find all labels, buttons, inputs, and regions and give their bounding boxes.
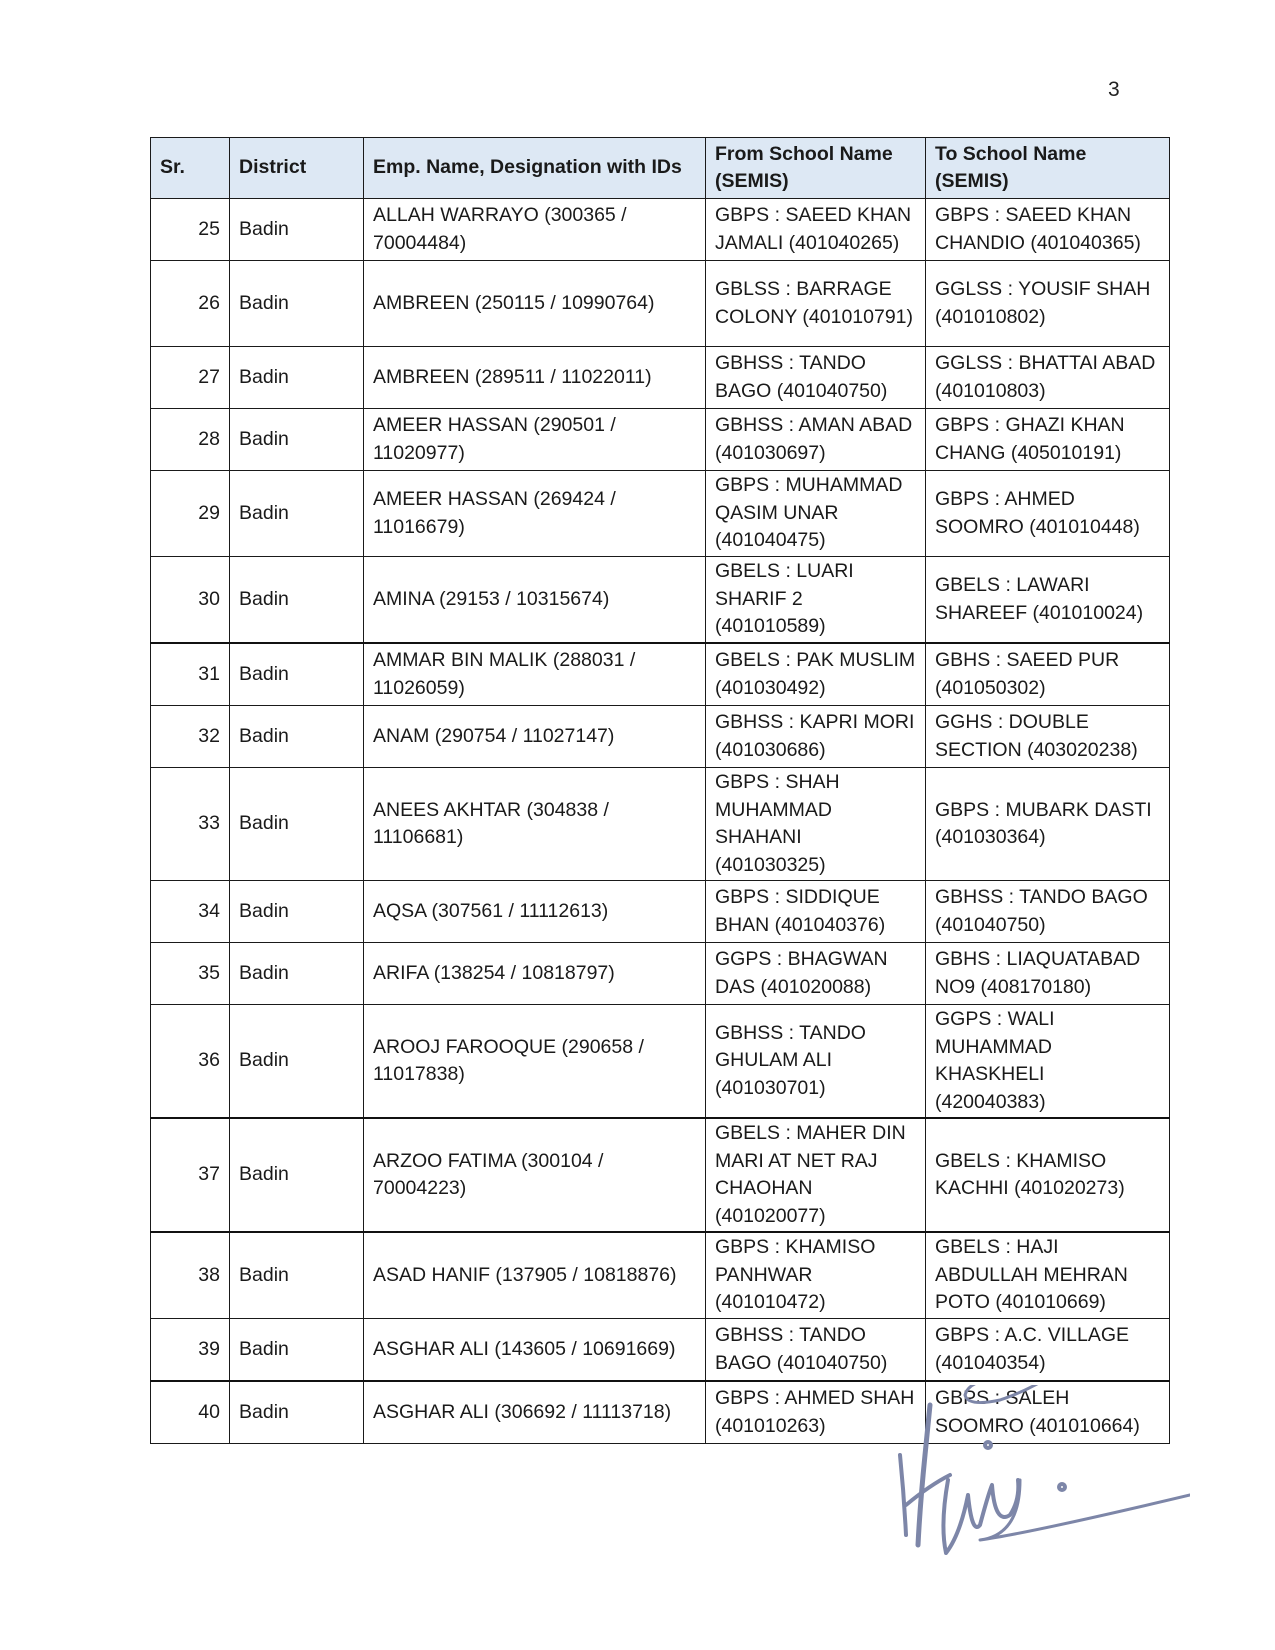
cell-sr: 40	[151, 1381, 230, 1444]
table-row	[151, 768, 1170, 881]
table-header-row	[151, 138, 1170, 199]
table-row	[151, 943, 1170, 1005]
cell-sr: 34	[151, 881, 230, 943]
cell-from-school: GBLSS : BARRAGE COLONY (401010791)	[706, 261, 926, 347]
cell-district: Badin	[230, 1319, 364, 1382]
table-row	[151, 706, 1170, 768]
cell-from-school: GBHSS : KAPRI MORI (401030686)	[706, 706, 926, 768]
cell-to-school: GBELS : LAWARI SHAREEF (401010024)	[926, 557, 1170, 644]
cell-district: Badin	[230, 199, 364, 261]
cell-employee: AMBREEN (289511 / 11022011)	[364, 347, 706, 409]
cell-from-school: GBPS : SAEED KHAN JAMALI (401040265)	[706, 199, 926, 261]
cell-employee: ANEES AKHTAR (304838 / 11106681)	[364, 768, 706, 881]
cell-district: Badin	[230, 1005, 364, 1119]
table-row	[151, 199, 1170, 261]
cell-to-school: GGLSS : BHATTAI ABAD (401010803)	[926, 347, 1170, 409]
table-row	[151, 1232, 1170, 1319]
cell-employee: ANAM (290754 / 11027147)	[364, 706, 706, 768]
cell-sr: 28	[151, 409, 230, 471]
cell-from-school: GBPS : SIDDIQUE BHAN (401040376)	[706, 881, 926, 943]
cell-to-school: GBHS : LIAQUATABAD NO9 (408170180)	[926, 943, 1170, 1005]
cell-sr: 30	[151, 557, 230, 644]
cell-district: Badin	[230, 943, 364, 1005]
cell-to-school: GBHS : SAEED PUR (401050302)	[926, 643, 1170, 706]
cell-sr: 27	[151, 347, 230, 409]
cell-to-school: GBELS : KHAMISO KACHHI (401020273)	[926, 1118, 1170, 1232]
cell-employee: AROOJ FAROOQUE (290658 / 11017838)	[364, 1005, 706, 1119]
cell-employee: AQSA (307561 / 11112613)	[364, 881, 706, 943]
cell-employee: AMINA (29153 / 10315674)	[364, 557, 706, 644]
cell-employee: ALLAH WARRAYO (300365 / 70004484)	[364, 199, 706, 261]
cell-from-school: GBPS : AHMED SHAH (401010263)	[706, 1381, 926, 1444]
table-row	[151, 1319, 1170, 1382]
cell-sr: 36	[151, 1005, 230, 1119]
cell-employee: AMBREEN (250115 / 10990764)	[364, 261, 706, 347]
cell-district: Badin	[230, 1381, 364, 1444]
cell-from-school: GBELS : PAK MUSLIM (401030492)	[706, 643, 926, 706]
cell-district: Badin	[230, 261, 364, 347]
cell-district: Badin	[230, 881, 364, 943]
table-row	[151, 1005, 1170, 1119]
cell-sr: 39	[151, 1319, 230, 1382]
cell-employee: ARIFA (138254 / 10818797)	[364, 943, 706, 1005]
cell-sr: 33	[151, 768, 230, 881]
cell-sr: 29	[151, 471, 230, 557]
table-row	[151, 557, 1170, 644]
cell-from-school: GBHSS : TANDO BAGO (401040750)	[706, 347, 926, 409]
cell-district: Badin	[230, 643, 364, 706]
cell-employee: ASGHAR ALI (143605 / 10691669)	[364, 1319, 706, 1382]
header-district: District	[230, 138, 364, 199]
cell-to-school: GBPS : MUBARK DASTI (401030364)	[926, 768, 1170, 881]
cell-employee: ASGHAR ALI (306692 / 11113718)	[364, 1381, 706, 1444]
cell-employee: AMEER HASSAN (269424 / 11016679)	[364, 471, 706, 557]
cell-from-school: GBELS : LUARI SHARIF 2 (401010589)	[706, 557, 926, 644]
cell-sr: 38	[151, 1232, 230, 1319]
cell-to-school: GBPS : A.C. VILLAGE (401040354)	[926, 1319, 1170, 1382]
header-sr: Sr.	[151, 138, 230, 199]
cell-sr: 26	[151, 261, 230, 347]
cell-to-school: GBPS : GHAZI KHAN CHANG (405010191)	[926, 409, 1170, 471]
cell-from-school: GBPS : SHAH MUHAMMAD SHAHANI (401030325)	[706, 768, 926, 881]
cell-sr: 37	[151, 1118, 230, 1232]
cell-employee: ARZOO FATIMA (300104 / 70004223)	[364, 1118, 706, 1232]
table-row	[151, 643, 1170, 706]
cell-district: Badin	[230, 557, 364, 644]
cell-from-school: GGPS : BHAGWAN DAS (401020088)	[706, 943, 926, 1005]
table-row	[151, 1118, 1170, 1232]
header-employee: Emp. Name, Designation with IDs	[364, 138, 706, 199]
cell-from-school: GBHSS : TANDO GHULAM ALI (401030701)	[706, 1005, 926, 1119]
cell-district: Badin	[230, 1232, 364, 1319]
table-row	[151, 471, 1170, 557]
signature-image	[870, 1385, 1190, 1565]
cell-from-school: GBELS : MAHER DIN MARI AT NET RAJ CHAOHAN (401020077)	[706, 1118, 926, 1232]
cell-from-school: GBPS : KHAMISO PANHWAR (401010472)	[706, 1232, 926, 1319]
cell-to-school: GBHSS : TANDO BAGO (401040750)	[926, 881, 1170, 943]
table-row	[151, 881, 1170, 943]
table-row	[151, 409, 1170, 471]
cell-district: Badin	[230, 471, 364, 557]
cell-employee: ASAD HANIF (137905 / 10818876)	[364, 1232, 706, 1319]
cell-from-school: GBHSS : TANDO BAGO (401040750)	[706, 1319, 926, 1382]
cell-from-school: GBPS : MUHAMMAD QASIM UNAR (401040475)	[706, 471, 926, 557]
transfer-table	[150, 137, 1170, 1444]
cell-employee: AMMAR BIN MALIK (288031 / 11026059)	[364, 643, 706, 706]
cell-to-school: GBPS : SAEED KHAN CHANDIO (401040365)	[926, 199, 1170, 261]
cell-to-school: GGHS : DOUBLE SECTION (403020238)	[926, 706, 1170, 768]
cell-sr: 32	[151, 706, 230, 768]
cell-to-school: GGPS : WALI MUHAMMAD KHASKHELI (420040383)	[926, 1005, 1170, 1119]
cell-from-school: GBHSS : AMAN ABAD (401030697)	[706, 409, 926, 471]
cell-district: Badin	[230, 347, 364, 409]
cell-district: Badin	[230, 1118, 364, 1232]
table-row	[151, 261, 1170, 347]
page-number: 3	[1108, 78, 1120, 101]
cell-district: Badin	[230, 706, 364, 768]
cell-district: Badin	[230, 409, 364, 471]
cell-to-school: GGLSS : YOUSIF SHAH (401010802)	[926, 261, 1170, 347]
cell-to-school: GBELS : HAJI ABDULLAH MEHRAN POTO (401010669)	[926, 1232, 1170, 1319]
cell-sr: 25	[151, 199, 230, 261]
cell-to-school: GBPS : SALEH SOOMRO (401010664)	[926, 1381, 1170, 1444]
cell-sr: 31	[151, 643, 230, 706]
cell-district: Badin	[230, 768, 364, 881]
table-row	[151, 347, 1170, 409]
cell-sr: 35	[151, 943, 230, 1005]
header-to-school: To School Name (SEMIS)	[926, 138, 1170, 199]
cell-employee: AMEER HASSAN (290501 / 11020977)	[364, 409, 706, 471]
header-from-school: From School Name (SEMIS)	[706, 138, 926, 199]
cell-to-school: GBPS : AHMED SOOMRO (401010448)	[926, 471, 1170, 557]
